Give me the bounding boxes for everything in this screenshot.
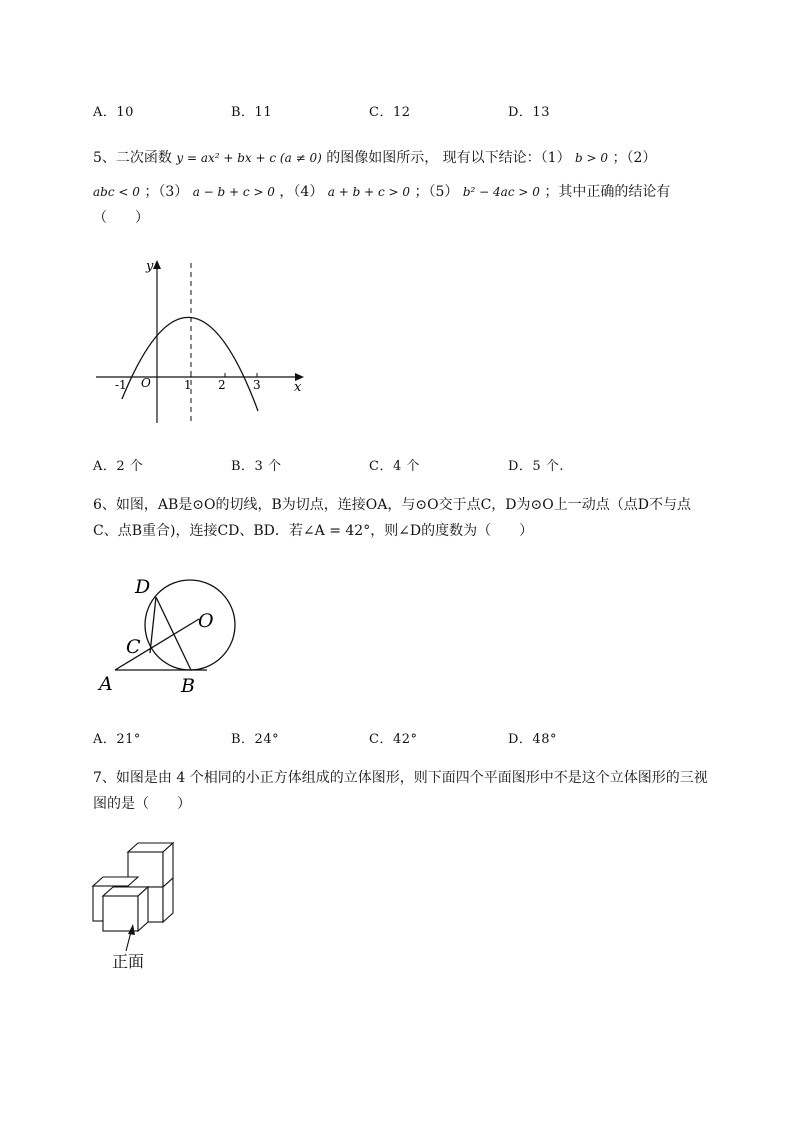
- q5-conclusion-3: a − b + c > 0: [192, 185, 275, 199]
- label-b: B: [181, 675, 195, 697]
- q5-answer-paren: （ ）: [93, 210, 149, 226]
- q5-option-d: D．5 个.: [508, 459, 564, 474]
- q5-line1: [93, 147, 656, 167]
- q6-line2: C、点B重合)，连接CD、BD．若∠A = 42°，则∠D的度数为（ ）: [93, 523, 534, 539]
- q5-sep1: ；（2）: [612, 150, 657, 166]
- origin-label: O: [141, 376, 151, 390]
- q5-conclusion-4: a + b + c > 0: [327, 185, 411, 199]
- label-a: A: [99, 673, 113, 695]
- tick-label-neg1: -1: [115, 378, 127, 392]
- q5-conclusion-1: b > 0: [575, 151, 609, 165]
- q6-line1: 6、如图，AB是⊙O的切线，B为切点，连接OA，与⊙O交于点C，D为⊙O上一动点（点D不与点: [93, 497, 691, 513]
- q7-line2: 图的是（ ）: [93, 796, 191, 812]
- q5-sep2: ；（3）: [144, 184, 189, 200]
- q5-sep4: ；（5）: [414, 184, 459, 200]
- y-axis-arrow: [153, 260, 161, 269]
- segment-cd: [150, 597, 156, 653]
- q5-mid: 的图像如图所示， 现有以下结论：（1）: [326, 150, 571, 166]
- front-label: 正面: [112, 952, 145, 971]
- q4-option-b: B．11: [231, 105, 273, 120]
- q5-option-b: B．3 个: [231, 459, 282, 474]
- q6-option-c: C．42°: [369, 732, 418, 747]
- label-o: O: [198, 610, 214, 632]
- parabola-curve: [122, 317, 258, 411]
- y-label: y: [146, 259, 154, 274]
- x-label: x: [294, 380, 302, 395]
- q6-option-a: A．21°: [93, 732, 141, 747]
- q4-option-d: D．13: [508, 105, 550, 120]
- q5-parabola-graph: [90, 255, 310, 430]
- label-d: D: [135, 576, 151, 598]
- q5-prefix: 5、二次函数: [93, 150, 172, 166]
- q5-option-c: C．4 个: [369, 459, 420, 474]
- tick-label-1: 1: [184, 378, 192, 392]
- q5-conclusion-2: abc < 0: [93, 185, 140, 199]
- q5-conclusion-5: b² − 4ac > 0: [462, 185, 540, 199]
- q6-option-d: D．48°: [508, 732, 557, 747]
- q6-circle-figure: [95, 575, 255, 695]
- q6-option-b: B．24°: [231, 732, 280, 747]
- q5-sep3: ，（4）: [279, 184, 324, 200]
- q5-line2: [93, 181, 670, 201]
- q5-function: y = ax² + bx + c (a ≠ 0): [176, 151, 322, 165]
- tick-label-3: 3: [253, 378, 261, 392]
- label-c: C: [126, 636, 141, 658]
- q4-option-a: A．10: [93, 105, 134, 120]
- q7-line1: 7、如图是由 4 个相同的小正方体组成的立体图形，则下面四个平面图形中不是这个立体图形的三视: [93, 770, 708, 786]
- tick-label-2: 2: [218, 378, 226, 392]
- q4-option-c: C．12: [369, 105, 411, 120]
- q5-option-a: A．2 个: [93, 459, 144, 474]
- q5-suffix: ；其中正确的结论有: [544, 184, 671, 200]
